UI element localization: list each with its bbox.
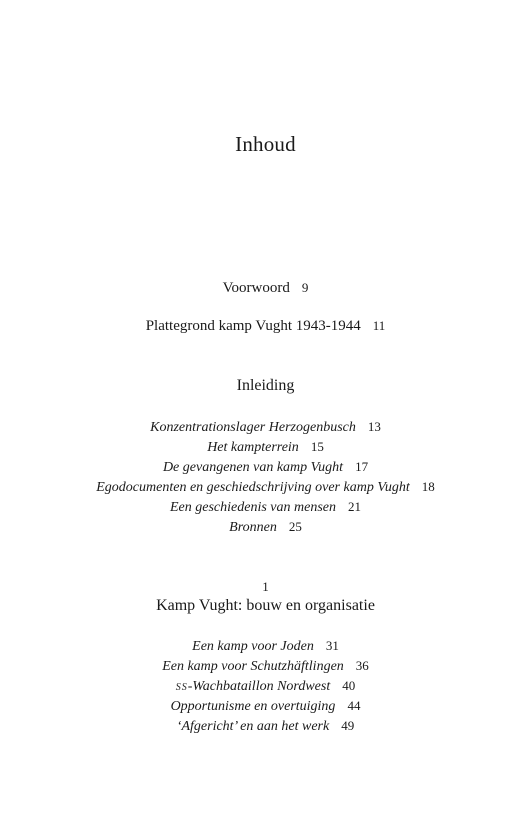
section-heading-inleiding: Inleiding xyxy=(236,377,295,394)
toc-entry-title xyxy=(176,679,330,694)
toc-entry xyxy=(0,479,531,496)
toc-entry-page: 36 xyxy=(355,658,369,673)
toc-entry-page: 17 xyxy=(355,459,369,474)
toc-entry-title: De gevangenen van kamp Vught xyxy=(162,460,344,475)
toc-entry-page: 44 xyxy=(347,698,361,713)
toc-entry xyxy=(0,658,531,675)
toc-entry xyxy=(0,499,531,516)
toc-entry xyxy=(0,439,531,456)
toc-entry-title-smallcaps: ss xyxy=(175,679,188,694)
toc-entry-page: 15 xyxy=(310,439,324,454)
chapter-heading: Kamp Vught: bouw en organisatie xyxy=(156,597,375,614)
toc-entry-title: Een kamp voor Schutzhäftlingen xyxy=(162,659,344,674)
toc-entry-page: 31 xyxy=(325,638,339,653)
toc-entry xyxy=(0,519,531,536)
toc-entry xyxy=(0,698,531,715)
toc-entry xyxy=(0,638,531,655)
toc-entry-page: 40 xyxy=(342,678,356,693)
toc-entry xyxy=(0,459,531,476)
toc-entry-title: Plattegrond kamp Vught 1943-1944 xyxy=(145,318,361,334)
toc-entry-title: Het kampterrein xyxy=(207,440,299,455)
toc-entry-plattegrond xyxy=(0,318,531,335)
toc-entry xyxy=(0,419,531,436)
toc-entry-title-rest: -Wachbataillon Nordwest xyxy=(187,679,331,694)
toc-entry-title: ‘Afgericht’ en aan het werk xyxy=(176,719,330,734)
toc-entry-title: Bronnen xyxy=(229,520,277,535)
toc-entry-title: Egodocumenten en geschiedschrijving over kamp Vught xyxy=(96,480,410,495)
toc-entry xyxy=(0,678,531,695)
chapter-number: 1 xyxy=(262,579,269,594)
toc-entry xyxy=(0,718,531,735)
toc-entry-page: 13 xyxy=(367,419,381,434)
page-title: Inhoud xyxy=(235,132,296,156)
toc-entry-title: Konzentrationslager Herzogenbusch xyxy=(150,420,356,435)
toc-entry-title: Voorwoord xyxy=(222,280,290,296)
toc-entry-page: 25 xyxy=(288,519,302,534)
toc-entry-title: Een kamp voor Joden xyxy=(192,639,314,654)
toc-entry-page: 18 xyxy=(421,479,435,494)
toc-entry-page: 49 xyxy=(341,718,355,733)
toc-entry-voorwoord xyxy=(0,280,531,297)
toc-entry-page: 21 xyxy=(348,499,361,514)
toc-entry-title: Een geschiedenis van mensen xyxy=(170,500,336,515)
toc-entry-page: 11 xyxy=(372,318,386,333)
toc-entry-title: Opportunisme en overtuiging xyxy=(170,699,336,714)
toc-entry-page: 9 xyxy=(301,280,309,295)
